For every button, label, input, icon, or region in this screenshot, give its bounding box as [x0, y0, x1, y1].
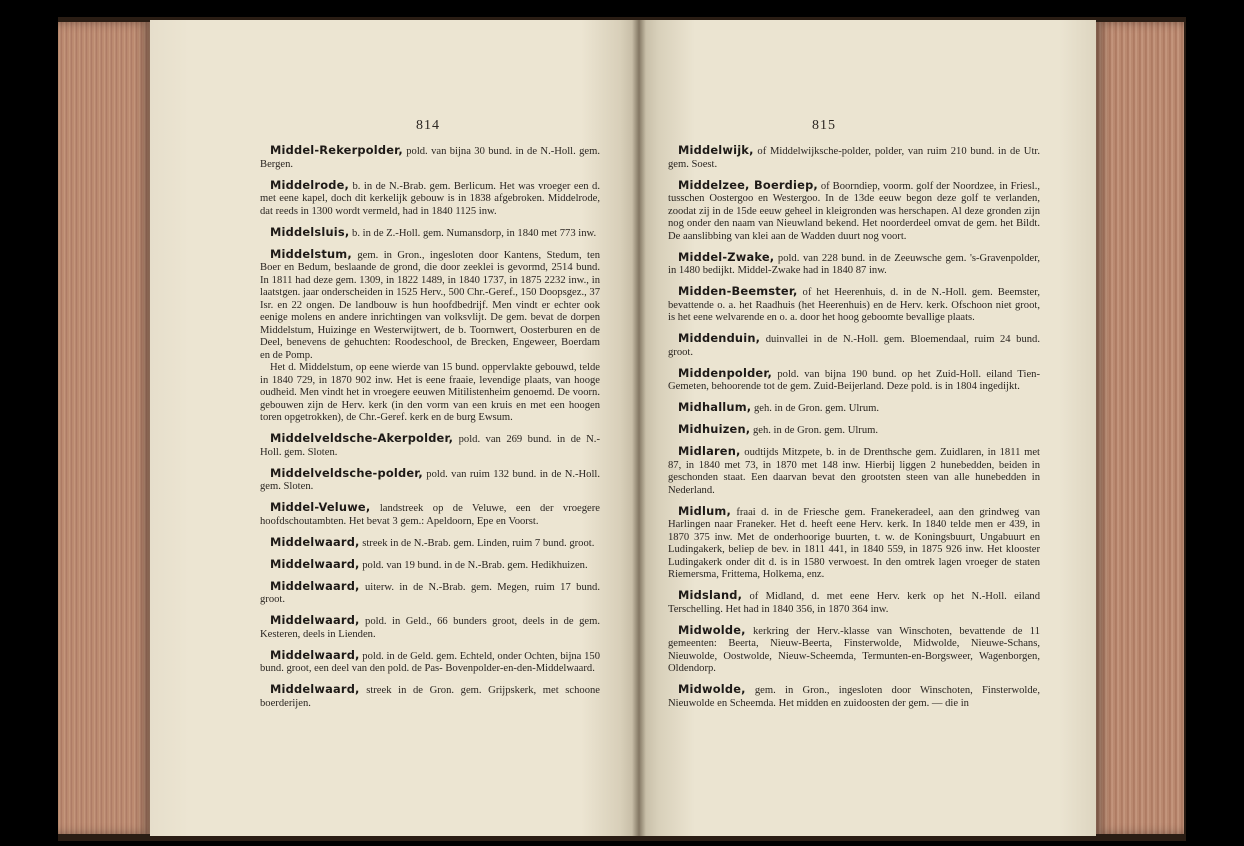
- entry-text: pold. van 19 bund. in de N.-Brab. gem. Hedikhuizen.: [359, 559, 588, 571]
- entry-text: pold. van bijna 190 bund. op het Zuid-Holl. eiland Tien-Gemeten, behoorende tot de gem. Zuid-Beijerland. Deze pold. is in 1804 ingedijkt.: [668, 368, 1040, 392]
- entry-head: Midhallum,: [678, 400, 752, 414]
- text-column: [260, 144, 600, 718]
- entry-head: Middelwaard,: [270, 682, 360, 696]
- entry-text: streek in de N.-Brab. gem. Linden, ruim 7 bund. groot.: [359, 537, 595, 549]
- page-number: 815: [812, 118, 836, 133]
- entry-text: pold. van 269 bund. in de N.-Holl. gem. Sloten.: [260, 434, 600, 458]
- dictionary-entry: [668, 401, 1040, 416]
- entry-text: kerkring der Herv.-klasse van Winschoten, bevattende de 11 gemeenten: Beerta, Nieuw-Beerta, Finsterwolde, Midwolde, Nieuwe-Schans, Nieuwolde, Oostwolde, Nieuw-Scheemda, Termunten-en-Borgsweer, Wagenborgen, Oldendorp.: [668, 625, 1040, 674]
- entry-text: pold. in Geld., 66 bunders groot, deels in de gem. Kesteren, deels in Lienden.: [260, 616, 600, 640]
- dictionary-entry: [260, 558, 600, 573]
- entry-head: Midhuizen,: [678, 422, 751, 436]
- dictionary-entry: [260, 683, 600, 710]
- dictionary-entry: [668, 624, 1040, 676]
- dictionary-entry: [260, 432, 600, 459]
- entry-head: Middelzee, Boerdiep,: [678, 177, 818, 192]
- entry-head: Middelveldsche-polder,: [270, 465, 423, 480]
- left-page-edges: [58, 22, 150, 834]
- right-page: [640, 20, 1096, 836]
- entry-text: landstreek op de Veluwe, een der vroegere hoofdschoutambten. Het bevat 3 gem.: Apeldoorn, Epe en Voorst.: [260, 503, 600, 527]
- entry-text: pold. van bijna 30 bund. in de N.-Holl. gem. Bergen.: [260, 146, 600, 170]
- entry-head: Midwolde,: [678, 622, 746, 637]
- entry-head: Middelwaard,: [270, 578, 360, 593]
- left-page: [150, 20, 640, 836]
- dictionary-entry: [260, 144, 600, 171]
- dictionary-entry: [668, 589, 1040, 616]
- dictionary-entry: [260, 248, 600, 425]
- dictionary-entry: [260, 467, 600, 494]
- text-column: [668, 144, 1040, 718]
- entry-text: geh. in de Gron. gem. Ulrum.: [750, 425, 879, 436]
- dictionary-entry: [668, 683, 1040, 710]
- entry-text: of Boorndiep, voorm. golf der Noordzee, in Friesl., tusschen Oostergoo en Westergoo. In de 13de eeuw begon deze golf te verlanden, zoodat zij in de 15de eeuw geheel in kleigronden was herschapen. Al deze gronden zijn nog onder den naam van Nieuwland bekend. Het noorderdeel omvat de gem. het Bildt. De aanslibbing van klei aan de Wadden duurt nog voort.: [668, 180, 1040, 242]
- entry-text: b. in de N.-Brab. gem. Berlicum. Het was vroeger een d. met eene kapel, doch dit kerkelijk gebouw is in 1838 afgebroken. Middelrode, dat reeds in 1300 wordt vermeld, had in 1840 1125 inw.: [260, 180, 600, 217]
- entry-text: of Midland, d. met eene Herv. kerk op het N.-Holl. eiland Terschelling. Het had in 1840 356, in 1870 364 inw.: [668, 591, 1040, 615]
- entry-text: gem. in Gron., ingesloten door Kantens, Stedum, ten Boer en Bedum, beslaande de grond, die door zeeklei is gevormd, 2514 bund. In 1811 had deze gem. 1309, in 1822 1489, in 1840 1737, in 1875 2232 inw., in laatstgen. jaar onderscheiden in 1525 Herv., 500 Chr.-Geref., 150 Doopsgez., 37 Isr. en 22 ongen. De landbouw is hun hoofdbedrijf. Men vindt er echter ook eenige molens en andere inrichtingen van volksvlijt. De gem. bevat de dorpen Middelstum, Huizinge en Westerwijtwert, de b. Toornwert, Oosterburen en de Deel, benevens de gehuchten: Roodeschool, de Brecken, Engeweer, Boerdam en de Pomp.: [260, 249, 600, 361]
- entry-continuation: Het d. Middelstum, op eene wierde van 15 bund. oppervlakte gebouwd, telde in 1840 729, in 1870 902 inw. Het is eene fraaie, levendige plaats, van hooge oudheid. Men vindt het in vroegere eeuwen Mitilistenheim genoemd. De voorn. gebouwen zijn de Herv. kerk (in den vorm van een kruis en met een hoogen toren opgetrokken), de Chr.-Geref. kerk en de burg Ewsum.: [260, 362, 600, 423]
- dictionary-entry: [668, 445, 1040, 497]
- dictionary-entry: [260, 226, 600, 241]
- entry-head: Midlaren,: [678, 444, 741, 458]
- entry-text: of Middelwijksche-polder, polder, van ruim 210 bund. in de Utr. gem. Soest.: [668, 146, 1040, 170]
- entry-head: Middelsluis,: [270, 224, 350, 239]
- entry-text: fraai d. in de Friesche gem. Franekeradeel, aan den grindweg van Harlingen naar Franeker. Het d. heeft eene Herv. kerk. In 1840 telde men er 439, in 1870 375 inw. Met de onderhoorige buurten, t. w. de Koningsbuurt, Ungabuurt en Ludingakerk, beliep de bev. in 1811 441, in 1840 559, in 1875 926 inw. Het klooster Ludingakerk onder dit d. is in 1580 verwoest. In den omtrek lagen vroeger de staten Riemersma, Frittema, Holkema, enz.: [668, 506, 1040, 580]
- entry-head: Middel-Rekerpolder,: [270, 143, 403, 157]
- entry-head: Middelwaard,: [270, 647, 360, 662]
- dictionary-entry: [668, 423, 1040, 438]
- entry-head: Midsland,: [678, 588, 743, 602]
- entry-head: Middel-Veluwe,: [270, 500, 371, 514]
- entry-head: Middelwaard,: [270, 534, 360, 549]
- right-page-edges: [1096, 22, 1184, 834]
- entry-text: uiterw. in de N.-Brab. gem. Megen, ruim 17 bund. groot.: [260, 581, 600, 605]
- dictionary-entry: [260, 580, 600, 607]
- entry-text: pold. van 228 bund. in de Zeeuwsche gem. 's-Gravenpolder, in 1480 bedijkt. Middel-Zwake had in 1840 87 inw.: [668, 252, 1040, 276]
- entry-text: pold. in de Geld. gem. Echteld, onder Ochten, bijna 150 bund. groot, een deel van den pold. de Pas- Bovenpolder-en-den-Middelwaard.: [260, 650, 600, 674]
- dictionary-entry: [668, 251, 1040, 278]
- entry-head: Middelstum,: [270, 246, 352, 261]
- dictionary-entry: [260, 536, 600, 551]
- entry-head: Middelveldsche-Akerpolder,: [270, 431, 454, 445]
- dictionary-entry: [668, 332, 1040, 359]
- entry-text: pold. van ruim 132 bund. in de N.-Holl. gem. Sloten.: [260, 468, 600, 492]
- dictionary-entry: [260, 179, 600, 219]
- dictionary-entry: [668, 144, 1040, 171]
- entry-head: Middenduin,: [678, 331, 761, 345]
- book-gutter: [632, 20, 646, 836]
- entry-head: Middelwaard,: [270, 556, 360, 571]
- dictionary-entry: [668, 285, 1040, 325]
- entry-text: gem. in Gron., ingesloten door Winschoten, Finsterwolde, Nieuwolde en Scheemda. Het midden en zuidoosten der gem. — die in: [668, 685, 1040, 709]
- entry-head: Midwolde,: [678, 682, 746, 696]
- entry-head: Midlum,: [678, 503, 732, 518]
- dictionary-entry: [260, 614, 600, 641]
- entry-head: Middelwijk,: [678, 143, 754, 157]
- dictionary-entry: [668, 367, 1040, 394]
- entry-head: Middenpolder,: [678, 365, 773, 380]
- dictionary-entry: [260, 649, 600, 676]
- entry-head: Midden-Beemster,: [678, 284, 798, 298]
- page-number: 814: [416, 118, 440, 133]
- entry-text: oudtijds Mitzpete, b. in de Drenthsche gem. Zuidlaren, in 1811 met 87, in 1840 met 73, in 1870 met 148 inw. Hierbij liggen 2 hunebedden, beiden in geschonden staat. Een daarvan bevat den grootsten steen van alle hunebedden in Nederland.: [668, 447, 1040, 496]
- entry-text: geh. in de Gron. gem. Ulrum.: [751, 403, 880, 414]
- entry-head: Middel-Zwake,: [678, 249, 775, 264]
- dictionary-entry: [668, 505, 1040, 582]
- dictionary-entry: [668, 179, 1040, 244]
- dictionary-entry: [260, 501, 600, 528]
- entry-head: Middelwaard,: [270, 613, 360, 627]
- entry-text: b. in de Z.-Holl. gem. Numansdorp, in 1840 met 773 inw.: [349, 227, 597, 239]
- entry-text: of het Heerenhuis, d. in de N.-Holl. gem. Beemster, bevattende o. a. het Raadhuis (het Heerenhuis) en de Herv. kerk. Ofschoon niet groot, is het eene welvarende en o. a. door het hoog geboomte bevallige plaats.: [668, 287, 1040, 323]
- entry-head: Middelrode,: [270, 177, 350, 192]
- entry-text: streek in de Gron. gem. Grijpskerk, met schoone boerderijen.: [260, 685, 600, 709]
- entry-text: duinvallei in de N.-Holl. gem. Bloemendaal, ruim 24 bund. groot.: [668, 334, 1040, 358]
